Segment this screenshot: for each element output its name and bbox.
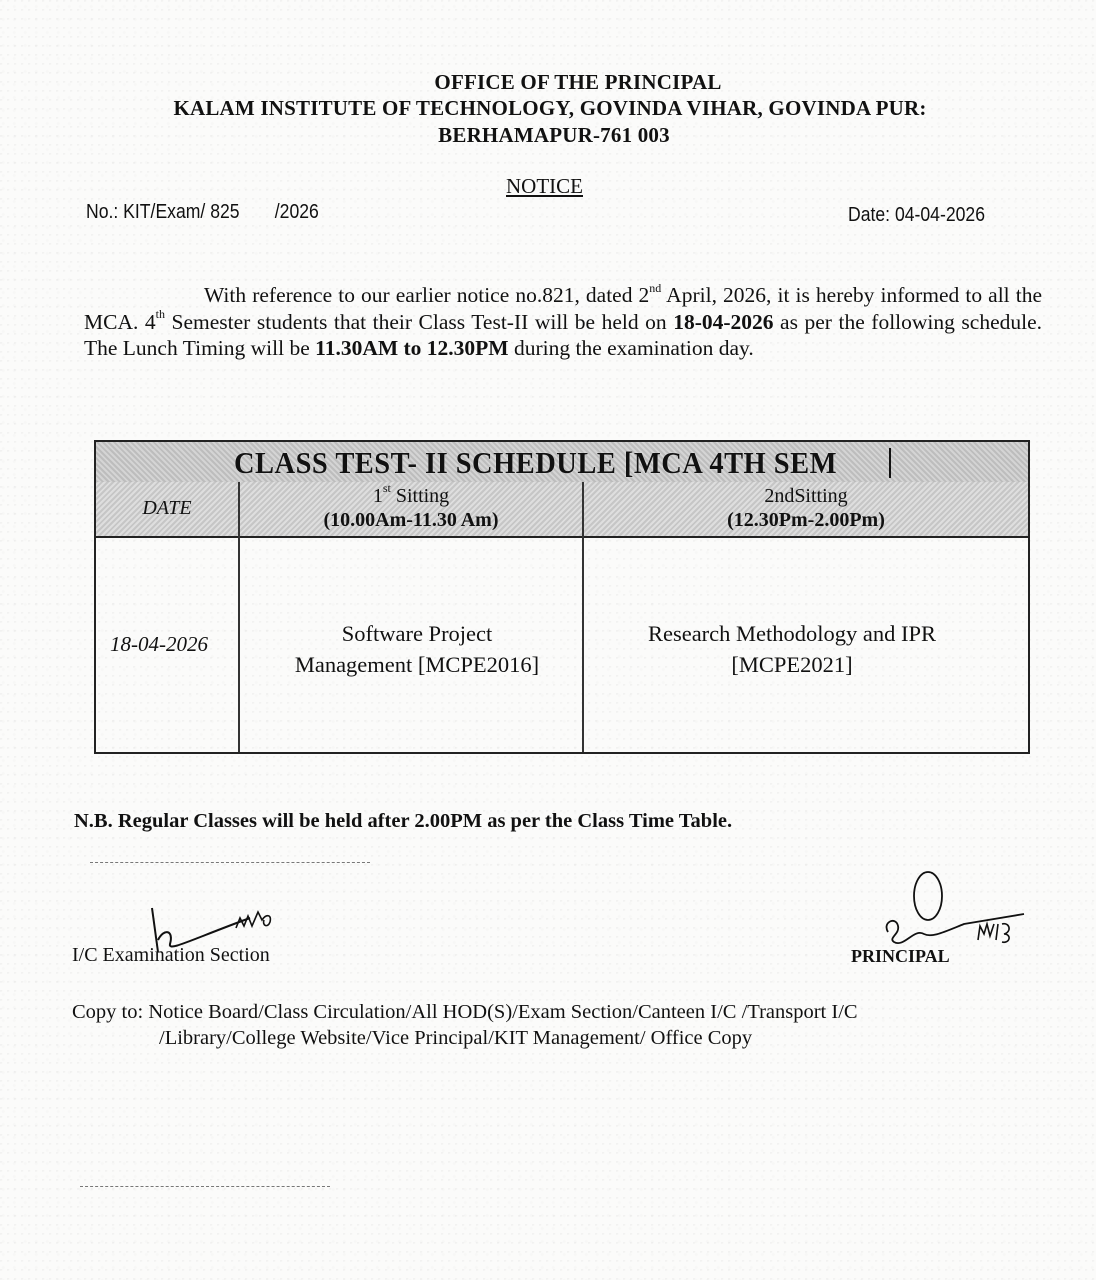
subject-line: Research Methodology and IPR xyxy=(647,621,937,646)
institute-address: BERHAMAPUR-761 003 xyxy=(438,123,670,147)
reference-prefix: No.: KIT/Exam/ 825 xyxy=(86,201,240,223)
first-subject xyxy=(262,618,572,680)
first-sitting-time: (10.00Am-11.30 Am) xyxy=(323,509,499,531)
body-text: April, 2026, it is hereby informed to all the MCA. 4 xyxy=(84,283,1042,334)
body-text: Semester students that their Class Test-II will be held on xyxy=(164,309,674,334)
copy-to-line: Copy to: Notice Board/Class Circulation/All HOD(S)/Exam Section/Canteen I/C /Transport I/C xyxy=(72,1001,858,1023)
subject-line: Management [MCPE2016] xyxy=(294,652,540,677)
second-sitting-time: (12.30Pm-2.00Pm) xyxy=(727,509,885,531)
copy-to xyxy=(72,999,1002,1051)
cell-date xyxy=(96,536,238,752)
schedule-title: CLASS TEST- II SCHEDULE [MCA 4TH SEM xyxy=(234,445,837,480)
header-second-sitting xyxy=(582,482,1028,536)
reference-number xyxy=(86,201,319,224)
cell-second-sitting xyxy=(582,536,1028,752)
schedule-title-bar xyxy=(96,442,1028,483)
second-subject xyxy=(602,618,982,680)
table-row xyxy=(96,536,1028,752)
lunch-time: 11.30AM to 12.30PM xyxy=(315,336,509,360)
copy-to-line: /Library/College Website/Vice Principal/KIT Management/ Office Copy xyxy=(159,1027,753,1049)
body-text: during the examination day. xyxy=(508,336,754,360)
office-heading: OFFICE OF THE PRINCIPAL xyxy=(434,70,722,94)
subject-line: Software Project xyxy=(341,621,493,646)
row-date: 18-04-2026 xyxy=(110,632,208,656)
nb-note: N.B. Regular Classes will be held after 2.00PM as per the Class Time Table. xyxy=(74,810,733,832)
institute-name: KALAM INSTITUTE OF TECHNOLOGY, GOVINDA VIHAR, GOVINDA PUR: xyxy=(173,96,927,120)
body-text: With reference to our earlier notice no.821, dated 2 xyxy=(204,283,650,307)
header-date: DATE xyxy=(142,497,192,519)
sitting-number: 1 xyxy=(372,485,383,507)
exam-date: 18-04-2026 xyxy=(673,309,774,334)
examination-section-label: I/C Examination Section xyxy=(72,944,270,966)
sitting-label: Sitting xyxy=(390,485,450,507)
subject-line: [MCPE2021] xyxy=(731,652,853,677)
title-bracket xyxy=(883,448,891,478)
header-first-sitting xyxy=(238,482,582,536)
faint-dashed-line xyxy=(90,862,370,863)
faint-dashed-line xyxy=(80,1186,330,1187)
notice-title: NOTICE xyxy=(506,174,583,198)
reference-year: /2026 xyxy=(274,201,319,223)
sitting-label: 2ndSitting xyxy=(764,485,848,507)
notice-date: Date: 04-04-2026 xyxy=(848,204,985,226)
ordinal-suffix: st xyxy=(382,481,391,496)
body-text: as per the following schedule. The Lunch Timing will be xyxy=(84,309,1043,360)
schedule-table xyxy=(94,440,1030,754)
principal-label: PRINCIPAL xyxy=(851,946,950,966)
ordinal-suffix: nd xyxy=(649,280,662,295)
schedule-header-row xyxy=(96,482,1028,538)
notice-body xyxy=(84,282,1042,362)
ordinal-suffix: th xyxy=(155,307,165,322)
cell-first-sitting xyxy=(238,536,584,752)
